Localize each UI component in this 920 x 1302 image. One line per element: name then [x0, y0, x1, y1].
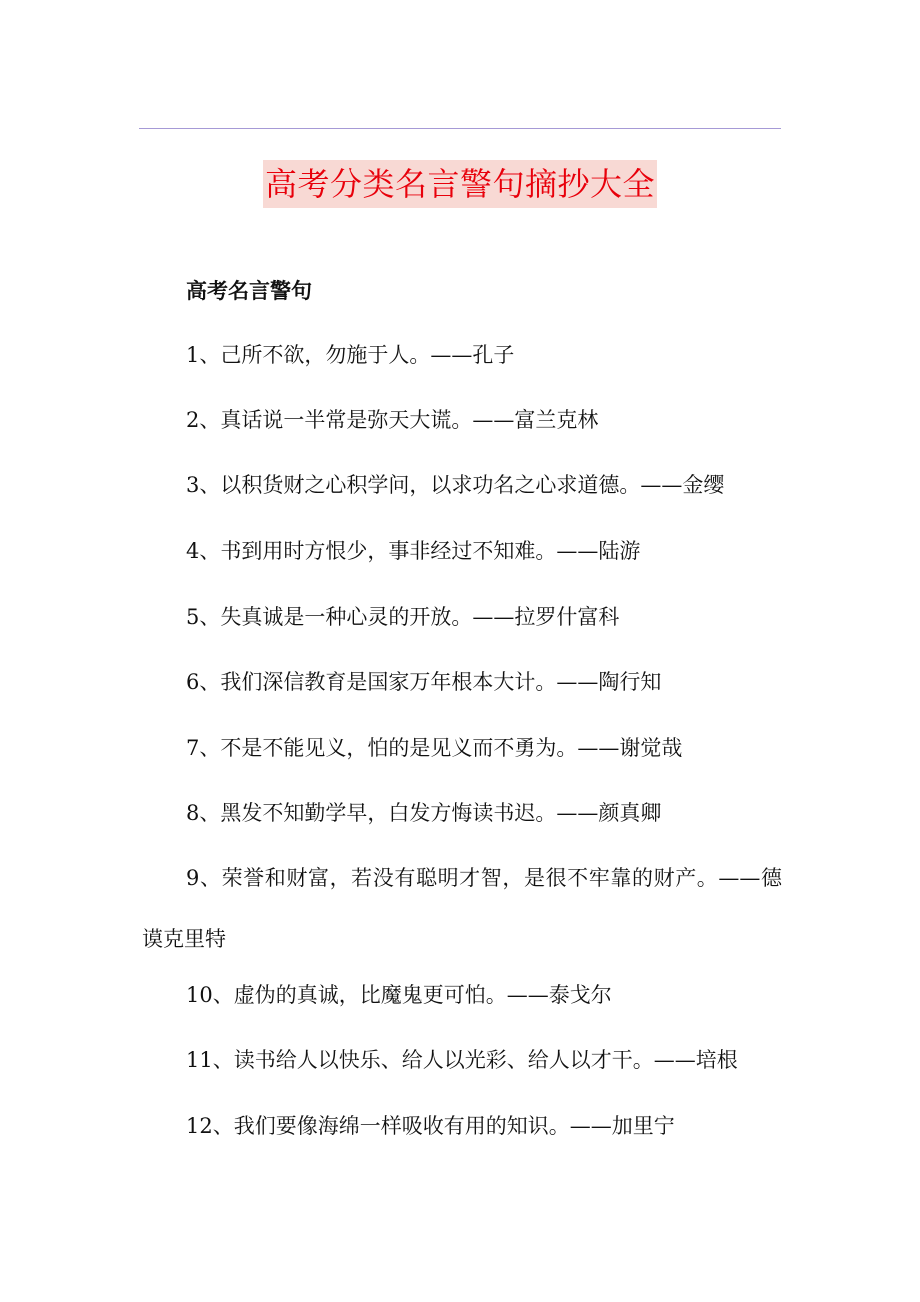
quote-item-2: 2、真话说一半常是弥天大谎。——富兰克林	[186, 408, 599, 432]
quote-list	[142, 340, 782, 1160]
quote-item-9: 9、荣誉和财富，若没有聪明才智，是很不牢靠的财产。——德谟克里特	[142, 866, 782, 951]
quote-item-8: 8、黑发不知勤学早，白发方悔读书迟。——颜真卿	[186, 801, 662, 825]
quote-item-1: 1、己所不欲，勿施于人。——孔子	[186, 343, 515, 367]
quote-item-4: 4、书到用时方恨少，事非经过不知难。——陆游	[186, 539, 641, 563]
header-rule	[139, 128, 781, 129]
section-heading: 高考名言警句	[186, 278, 312, 303]
quote-item-12: 12、我们要像海绵一样吸收有用的知识。——加里宁	[186, 1114, 675, 1138]
quote-item-6: 6、我们深信教育是国家万年根本大计。——陶行知	[186, 670, 662, 694]
quote-item-7: 7、不是不能见义，怕的是见义而不勇为。——谢觉哉	[186, 736, 683, 760]
quote-item-5: 5、失真诚是一种心灵的开放。——拉罗什富科	[186, 605, 620, 629]
quote-item-10: 10、虚伪的真诚，比魔鬼更可怕。——泰戈尔	[186, 983, 612, 1007]
quote-item-11: 11、读书给人以快乐、给人以光彩、给人以才干。——培根	[186, 1048, 738, 1072]
title-container	[0, 160, 920, 208]
quote-item-3: 3、以积货财之心积学问，以求功名之心求道德。——金缨	[186, 473, 725, 497]
document-title: 高考分类名言警句摘抄大全	[263, 160, 657, 208]
